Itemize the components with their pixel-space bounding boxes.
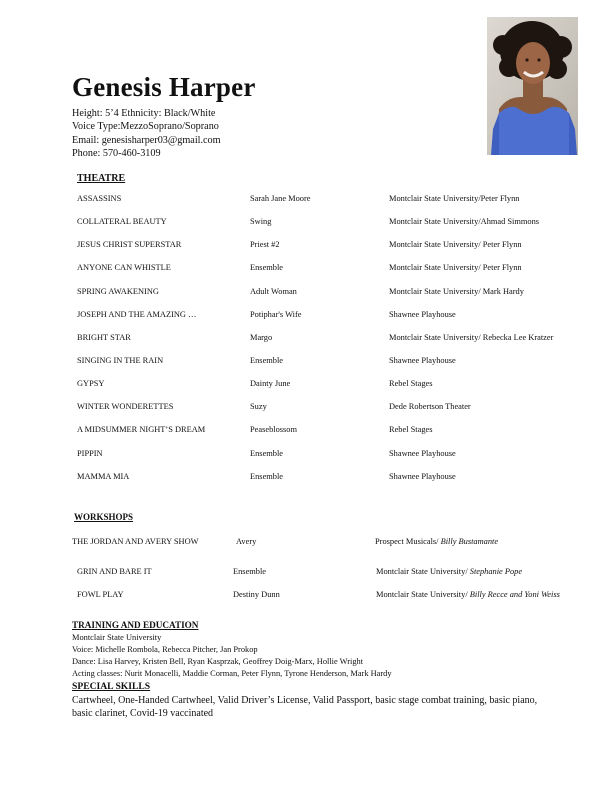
theatre-venue: Shawnee Playhouse [389,310,456,319]
training-dance: Dance: Lisa Harvey, Kristen Bell, Ryan Kasprzak, Geoffrey Doig-Marx, Hollie Wright [72,657,364,666]
training-acting: Acting classes: Nurit Monacelli, Maddie Corman, Peter Flynn, Tyrone Henderson, Mark Hardy [72,669,392,678]
theatre-role: Suzy [250,402,267,411]
theatre-show: JESUS CHRIST SUPERSTAR [77,240,182,249]
theatre-venue: Montclair State University/ Peter Flynn [389,240,522,249]
theatre-show: MAMMA MIA [77,472,130,481]
theatre-role: Potiphar's Wife [250,310,302,319]
workshop-show: GRIN AND BARE IT [77,567,152,576]
workshops-heading: WORKSHOPS [74,512,134,522]
theatre-venue: Dede Robertson Theater [389,402,471,411]
workshop-venue [375,537,498,546]
workshop-role: Destiny Dunn [233,590,280,599]
phone: Phone: 570-460-3109 [72,148,161,159]
theatre-show: PIPPIN [77,449,103,458]
theatre-show: SINGING IN THE RAIN [77,356,164,365]
theatre-show: SPRING AWAKENING [77,287,159,296]
theatre-role: Ensemble [250,263,284,272]
theatre-venue: Shawnee Playhouse [389,449,456,458]
theatre-venue: Rebel Stages [389,425,433,434]
workshop-venue [376,567,522,576]
theatre-show: GYPSY [77,379,105,388]
workshop-venue-name: Prospect Musicals/ [375,537,441,546]
theatre-role: Adult Woman [250,287,297,296]
training-school: Montclair State University [72,633,162,642]
workshop-venue-name: Montclair State University/ [376,567,470,576]
theatre-show: WINTER WONDERETTES [77,402,174,411]
voice-type: Voice Type:MezzoSoprano/Soprano [72,121,219,132]
theatre-venue: Rebel Stages [389,379,433,388]
theatre-venue: Montclair State University/ Mark Hardy [389,287,524,296]
theatre-venue: Shawnee Playhouse [389,472,456,481]
theatre-role: Ensemble [250,449,284,458]
theatre-role: Margo [250,333,273,342]
theatre-role: Swing [250,217,272,226]
workshop-director: Stephanie Pope [469,567,523,576]
workshop-show: THE JORDAN AND AVERY SHOW [72,537,199,546]
resume-name: Genesis Harper [72,72,256,102]
theatre-show: A MIDSUMMER NIGHT’S DREAM [77,425,206,434]
theatre-venue: Montclair State University/ Rebecka Lee Kratzer [389,333,554,342]
theatre-heading: THEATRE [77,173,126,184]
theatre-show: ASSASSINS [77,194,122,203]
theatre-show: BRIGHT STAR [77,333,131,342]
theatre-role: Peaseblossom [250,425,297,434]
theatre-role: Ensemble [250,356,284,365]
headshot-photo [487,17,578,155]
theatre-role: Sarah Jane Moore [250,194,311,203]
workshop-director: Billy Bustamante [440,537,499,546]
training-voice: Voice: Michelle Rombola, Rebecca Pitcher, Jan Prokop [72,645,258,654]
special-skills-heading: SPECIAL SKILLS [72,681,151,692]
workshop-role: Avery [236,537,257,546]
theatre-show: COLLATERAL BEAUTY [77,217,167,226]
workshop-show: FOWL PLAY [77,590,124,599]
special-skills-text: Cartwheel, One-Handed Cartwheel, Valid Driver’s License, Valid Passport, basic stage combat training, basic piano, basic clarinet, Covid-19 vaccinated [72,695,538,720]
theatre-venue: Montclair State University/Ahmad Simmons [389,217,540,226]
theatre-show: JOSEPH AND THE AMAZING … [77,310,197,319]
theatre-venue: Montclair State University/ Peter Flynn [389,263,522,272]
theatre-venue: Shawnee Playhouse [389,356,456,365]
height-ethnicity: Height: 5’4 Ethnicity: Black/White [72,108,216,119]
email: Email: genesisharper03@gmail.com [72,135,221,146]
workshop-venue-name: Montclair State University/ [376,590,470,599]
theatre-role: Priest #2 [250,240,280,249]
workshop-director: Billy Recce and Yoni Weiss [469,590,560,599]
theatre-role: Ensemble [250,472,284,481]
theatre-venue: Montclair State University/Peter Flynn [389,194,520,203]
theatre-show: ANYONE CAN WHISTLE [77,263,171,272]
workshop-role: Ensemble [233,567,267,576]
training-heading: TRAINING AND EDUCATION [72,620,199,630]
theatre-role: Dainty June [250,379,291,388]
workshop-venue [376,590,560,599]
